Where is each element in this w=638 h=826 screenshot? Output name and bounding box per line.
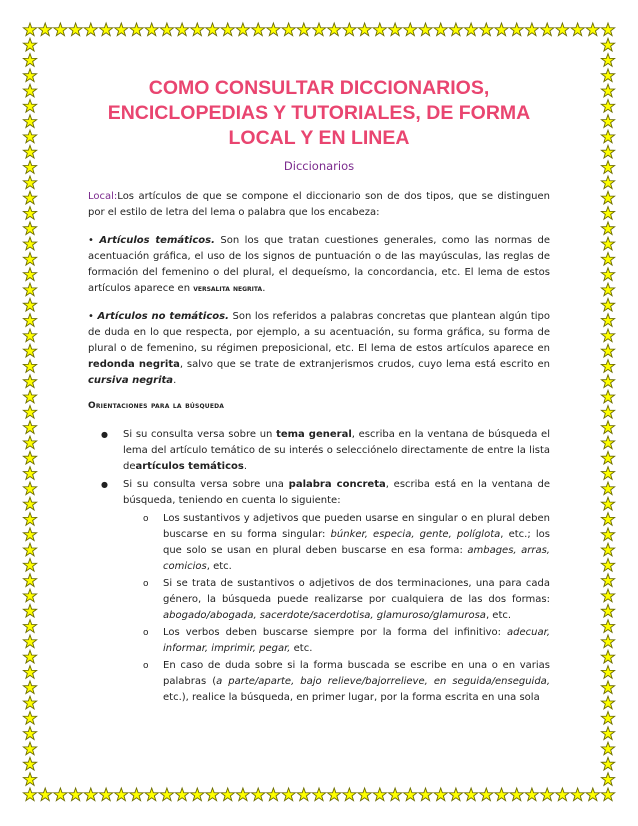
list-item: ● Si su consulta versa sobre un tema general, escriba en la ventana de búsqueda el lema del artículo temático de su interés o selecciónelo directamente de entre la lista deartículos temáticos. bbox=[88, 427, 550, 475]
star-icon bbox=[23, 543, 36, 556]
star-icon bbox=[541, 788, 554, 801]
star-icon bbox=[586, 788, 599, 801]
star-icon bbox=[23, 773, 36, 786]
star-icon bbox=[312, 788, 325, 801]
star-icon bbox=[84, 23, 97, 36]
star-icon bbox=[601, 115, 614, 128]
star-icon bbox=[23, 38, 36, 51]
star-icon bbox=[23, 742, 36, 755]
star-icon bbox=[601, 574, 614, 587]
star-icon bbox=[601, 268, 614, 281]
no-tematicos-paragraph: • Artículos no temáticos. Son los referidos a palabras concretas que plantean algún tipo de duda en lo que respecta, por ejemplo, a su acentuación, su forma gráfica, su forma de plural o de femenino, su régimen preposicional, etc. El lema de estos artículos aparece en redonda negrita, salvo que se trate de extranjerismos crudos, cuyo lema está escrito en cursiva negrita. bbox=[88, 311, 551, 386]
star-icon bbox=[23, 727, 36, 740]
star-icon bbox=[601, 589, 614, 602]
star-icon bbox=[328, 23, 341, 36]
star-icon bbox=[449, 23, 462, 36]
star-icon bbox=[145, 788, 158, 801]
star-icon bbox=[69, 23, 82, 36]
star-icon bbox=[23, 696, 36, 709]
star-icon bbox=[601, 360, 614, 373]
star-icon bbox=[358, 23, 371, 36]
star-icon bbox=[23, 375, 36, 388]
star-icon bbox=[23, 788, 36, 801]
star-icon bbox=[601, 69, 614, 82]
star-icon bbox=[388, 23, 401, 36]
star-icon bbox=[601, 314, 614, 327]
star-icon bbox=[206, 788, 219, 801]
star-icon bbox=[39, 23, 52, 36]
star-icon bbox=[601, 222, 614, 235]
sub-list bbox=[123, 511, 550, 706]
star-icon bbox=[23, 620, 36, 633]
star-icon bbox=[23, 390, 36, 403]
star-icon bbox=[601, 100, 614, 113]
star-icon bbox=[23, 23, 36, 36]
star-icon bbox=[23, 283, 36, 296]
star-icon bbox=[601, 191, 614, 204]
star-icon bbox=[54, 23, 67, 36]
star-icon bbox=[252, 23, 265, 36]
star-icon bbox=[601, 237, 614, 250]
star-icon bbox=[601, 207, 614, 220]
cursiva-term: cursiva negrita bbox=[88, 375, 174, 386]
section-subtitle: Diccionarios bbox=[283, 159, 355, 173]
star-icon bbox=[373, 23, 386, 36]
star-icon bbox=[601, 528, 614, 541]
star-icon bbox=[282, 788, 295, 801]
star-icon bbox=[601, 788, 614, 801]
star-icon bbox=[236, 788, 249, 801]
star-icon bbox=[160, 788, 173, 801]
star-icon bbox=[160, 23, 173, 36]
star-icon bbox=[23, 650, 36, 663]
redonda-term: redonda negrita bbox=[88, 359, 180, 370]
star-icon bbox=[601, 650, 614, 663]
star-icon bbox=[601, 390, 614, 403]
star-icon bbox=[23, 237, 36, 250]
star-icon bbox=[23, 298, 36, 311]
star-icon bbox=[601, 451, 614, 464]
star-icon bbox=[571, 23, 584, 36]
star-icon bbox=[23, 268, 36, 281]
star-icon bbox=[23, 421, 36, 434]
star-icon bbox=[601, 712, 614, 725]
tematicos-term: Artículos temáticos. bbox=[99, 235, 215, 246]
star-icon bbox=[84, 788, 97, 801]
star-icon bbox=[601, 467, 614, 480]
star-icon bbox=[601, 681, 614, 694]
star-icon bbox=[556, 23, 569, 36]
star-icon bbox=[23, 222, 36, 235]
star-icon bbox=[23, 712, 36, 725]
star-icon bbox=[601, 727, 614, 740]
star-icon bbox=[23, 528, 36, 541]
star-icon bbox=[39, 788, 52, 801]
star-icon bbox=[267, 788, 280, 801]
sub-list-item: o Los sustantivos y adjetivos que pueden usarse en singular o en plural deben buscarse en su forma singular: búnker, especia, gente, políglota, etc.; los que solo se usan en plural deben buscarse en esa forma: ambages, arras, comicios, etc. bbox=[123, 511, 550, 575]
star-icon bbox=[480, 23, 493, 36]
star-icon bbox=[23, 497, 36, 510]
star-icon bbox=[23, 145, 36, 158]
star-icon bbox=[175, 788, 188, 801]
star-icon bbox=[23, 314, 36, 327]
star-icon bbox=[23, 176, 36, 189]
star-icon bbox=[601, 329, 614, 342]
star-icon bbox=[23, 467, 36, 480]
star-icon bbox=[23, 604, 36, 617]
star-icon bbox=[404, 788, 417, 801]
star-icon bbox=[419, 788, 432, 801]
star-icon bbox=[343, 23, 356, 36]
star-icon bbox=[480, 788, 493, 801]
star-icon bbox=[449, 788, 462, 801]
star-icon bbox=[525, 23, 538, 36]
star-icon bbox=[54, 788, 67, 801]
star-icon bbox=[601, 559, 614, 572]
star-icon bbox=[312, 23, 325, 36]
star-icon bbox=[191, 23, 204, 36]
star-icon bbox=[601, 253, 614, 266]
star-icon bbox=[69, 788, 82, 801]
star-icon bbox=[23, 130, 36, 143]
no-tematicos-term: Artículos no temáticos. bbox=[97, 311, 229, 322]
star-icon bbox=[23, 589, 36, 602]
star-icon bbox=[99, 788, 112, 801]
star-icon bbox=[510, 23, 523, 36]
star-icon bbox=[23, 329, 36, 342]
star-icon bbox=[23, 161, 36, 174]
versalita-term: versalita negrita bbox=[193, 284, 263, 294]
star-icon bbox=[601, 666, 614, 679]
star-icon bbox=[601, 742, 614, 755]
star-icon bbox=[23, 482, 36, 495]
star-icon bbox=[388, 788, 401, 801]
star-icon bbox=[343, 788, 356, 801]
star-icon bbox=[601, 543, 614, 556]
star-icon bbox=[267, 23, 280, 36]
star-icon bbox=[601, 696, 614, 709]
star-icon bbox=[464, 23, 477, 36]
star-icon bbox=[601, 406, 614, 419]
star-icon bbox=[510, 788, 523, 801]
star-icon bbox=[297, 23, 310, 36]
star-icon bbox=[221, 788, 234, 801]
star-icon bbox=[328, 788, 341, 801]
star-icon bbox=[23, 559, 36, 572]
star-icon bbox=[434, 23, 447, 36]
star-icon bbox=[23, 513, 36, 526]
star-icon bbox=[601, 54, 614, 67]
star-icon bbox=[541, 23, 554, 36]
star-icon bbox=[23, 69, 36, 82]
star-icon bbox=[23, 84, 36, 97]
star-icon bbox=[23, 451, 36, 464]
intro-paragraph: Local:Los artículos de que se compone el diccionario son de dos tipos, que se distinguen por el estilo de letra del lema o palabra que los encabeza: bbox=[88, 191, 550, 218]
star-icon bbox=[23, 344, 36, 357]
star-icon bbox=[586, 23, 599, 36]
star-icon bbox=[601, 84, 614, 97]
star-icon bbox=[601, 482, 614, 495]
star-icon bbox=[23, 115, 36, 128]
star-icon bbox=[373, 788, 386, 801]
list-item: ● Si su consulta versa sobre una palabra concreta, escriba está en la ventana de búsqueda, teniendo en cuenta lo siguiente: o Los sustantivos y adjetivos que pueden usarse en singular o en plural deben buscarse en su forma singular: búnker, especia, gente, políglota, etc.; los que solo se usan en plural deben buscarse en esa forma: ambages, arras, comicios, etc. o Si se trata de sustantivos o adjetivos de dos terminaciones, una para cada género, la búsqueda puede realizarse por cualquiera de las dos formas: abogado/abogada, sacerdote/sacerdotisa, glamuroso/glamurosa, etc. o Los verbos deben buscarse siempre por la forma del infinitivo: adecuar, informar, imprimir, pegar, etc. o En caso de duda sobre si la forma buscada se escribe en una o en varias palabras (a parte/aparte, bajo relieve/bajorrelieve, en seguida/enseguida, etc.), realice la búsqueda, en primer lugar, por la forma escrita en una sola bbox=[88, 477, 550, 706]
star-icon bbox=[145, 23, 158, 36]
search-tips-list bbox=[88, 427, 550, 706]
local-label: Local: bbox=[88, 191, 118, 202]
star-icon bbox=[601, 161, 614, 174]
star-icon bbox=[23, 666, 36, 679]
star-icon bbox=[601, 23, 614, 36]
star-icon bbox=[23, 757, 36, 770]
star-icon bbox=[297, 788, 310, 801]
star-icon bbox=[601, 757, 614, 770]
star-icon bbox=[601, 344, 614, 357]
star-icon bbox=[23, 406, 36, 419]
star-icon bbox=[23, 253, 36, 266]
star-icon bbox=[601, 176, 614, 189]
star-icon bbox=[191, 788, 204, 801]
star-icon bbox=[419, 23, 432, 36]
star-icon bbox=[130, 788, 143, 801]
star-icon bbox=[495, 788, 508, 801]
star-icon bbox=[601, 283, 614, 296]
star-icon bbox=[571, 788, 584, 801]
star-icon bbox=[556, 788, 569, 801]
star-icon bbox=[175, 23, 188, 36]
star-icon bbox=[115, 788, 128, 801]
star-icon bbox=[464, 788, 477, 801]
sub-list-item: o Los verbos deben buscarse siempre por la forma del infinitivo: adecuar, informar, imprimir, pegar, etc. bbox=[123, 625, 550, 657]
star-icon bbox=[23, 360, 36, 373]
star-icon bbox=[601, 513, 614, 526]
star-icon bbox=[495, 23, 508, 36]
document-body bbox=[88, 76, 550, 708]
star-icon bbox=[404, 23, 417, 36]
star-icon bbox=[23, 54, 36, 67]
star-icon bbox=[601, 604, 614, 617]
star-icon bbox=[23, 681, 36, 694]
star-icon bbox=[282, 23, 295, 36]
star-icon bbox=[601, 145, 614, 158]
star-icon bbox=[601, 436, 614, 449]
star-icon bbox=[23, 635, 36, 648]
orientaciones-heading: Orientaciones para la búsqueda bbox=[88, 401, 225, 411]
star-icon bbox=[206, 23, 219, 36]
star-icon bbox=[236, 23, 249, 36]
star-icon bbox=[23, 207, 36, 220]
star-icon bbox=[115, 23, 128, 36]
sub-list-item: o Si se trata de sustantivos o adjetivos de dos terminaciones, una para cada género, la búsqueda puede realizarse por cualquiera de las dos formas: abogado/abogada, sacerdote/sacerdotisa, glamuroso/glamurosa, etc. bbox=[123, 576, 550, 624]
star-icon bbox=[23, 100, 36, 113]
star-icon bbox=[99, 23, 112, 36]
star-icon bbox=[601, 773, 614, 786]
sub-list-item: o En caso de duda sobre si la forma buscada se escribe en una o en varias palabras (a parte/aparte, bajo relieve/bajorrelieve, en seguida/enseguida, etc.), realice la búsqueda, en primer lugar, por la forma escrita en una sola bbox=[123, 658, 550, 706]
star-icon bbox=[601, 635, 614, 648]
star-icon bbox=[23, 436, 36, 449]
star-icon bbox=[252, 788, 265, 801]
tematicos-paragraph: • Artículos temáticos. Son los que tratan cuestiones generales, como las normas de acentuación gráfica, el uso de los signos de puntuación o de las mayúsculas, las reglas de formación del femenino o del plural, el dequeísmo, la concordancia, etc. El lema de estos artículos aparece en versalita negrita. bbox=[88, 235, 550, 294]
star-icon bbox=[434, 788, 447, 801]
page-title: COMO CONSULTAR DICCIONARIOS, ENCICLOPEDIAS Y TUTORIALES, DE FORMA LOCAL Y EN LINEA bbox=[107, 77, 531, 149]
star-icon bbox=[601, 375, 614, 388]
star-icon bbox=[358, 788, 371, 801]
star-icon bbox=[23, 191, 36, 204]
star-icon bbox=[601, 497, 614, 510]
star-icon bbox=[601, 298, 614, 311]
star-icon bbox=[130, 23, 143, 36]
star-icon bbox=[601, 130, 614, 143]
star-icon bbox=[601, 421, 614, 434]
star-icon bbox=[601, 38, 614, 51]
star-icon bbox=[601, 620, 614, 633]
star-icon bbox=[525, 788, 538, 801]
star-icon bbox=[221, 23, 234, 36]
star-icon bbox=[23, 574, 36, 587]
